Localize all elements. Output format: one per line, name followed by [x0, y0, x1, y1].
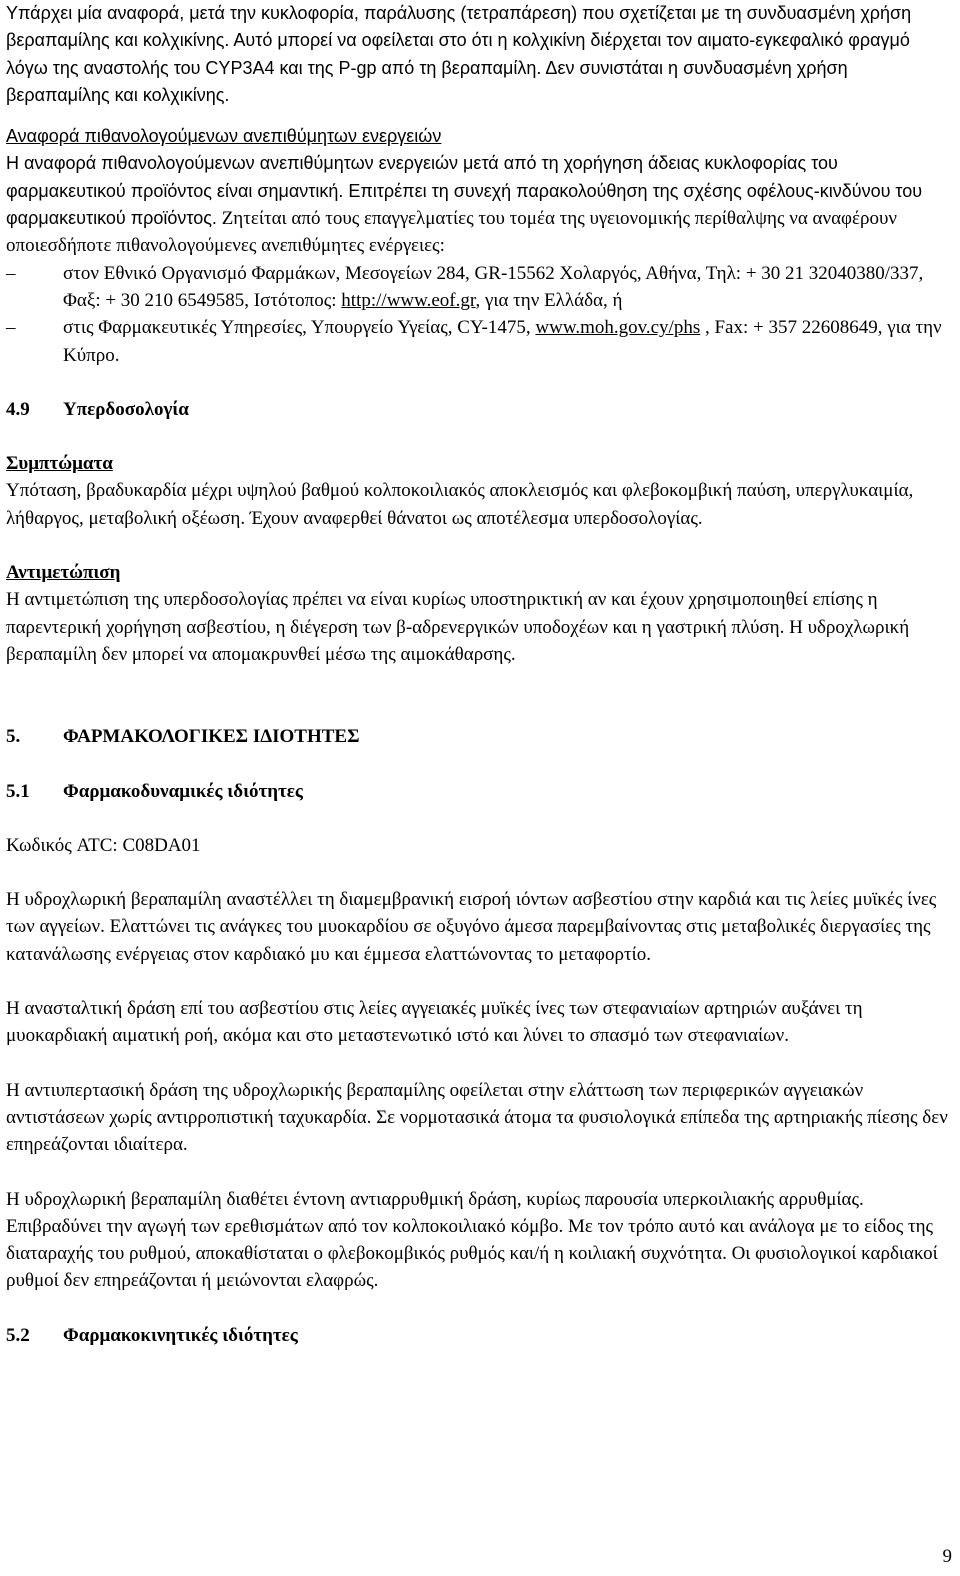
symptoms-paragraph: Υπόταση, βραδυκαρδία μέχρι υψηλού βαθμού κολποκοιλιακός αποκλεισμός και φλεβοκομβική παύση, υπεργλυκαιμία, λήθαργος, μεταβολική οξέωση. Έχουν αναφερθεί θάνατοι ως αποτέλεσμα υπερδοσολογίας. [6, 480, 914, 529]
pharmacodynamics-paragraph-4: Η υδροχλωρική βεραπαμίλη διαθέτει έντονη αντιαρρυθμική δράση, κυρίως παρουσία υπερκοιλιακής αρρυθμίας. Επιβραδύνει την αγωγή των ερεθισμάτων από τον κολποκοιλιακό κόμβο. Με τον τρόπο αυτό και ανάλογα με το είδος της διαταραχής του ρυθμού, αποκαθίσταται ο φλεβοκομβικός ρυθμός και/ή η κοιλιακή συχνότητα. Οι φυσιολογικοί καρδιακοί ρυθμοί δεν επηρεάζονται ή μειώνονται ελαφρώς. [6, 1188, 938, 1292]
document-page [6, 0, 952, 1349]
adverse-text-sans: Η αναφορά πιθανολογούμενων ανεπιθύμητων ενεργειών μετά από τη χορήγηση άδειας κυκλοφορίας του φαρμακευτικού προϊόντος είναι σημαντική. Επιτρέπει τη συνεχή παρακολούθηση της σχέσης οφέλους-κινδύνου του φαρμακευτικού προϊόντος. [6, 153, 923, 229]
section-title: Φαρμακοκινητικές ιδιότητες [63, 1324, 298, 1346]
section-4-9-heading [6, 396, 952, 423]
moh-link[interactable]: www.moh.gov.cy/phs [535, 317, 701, 339]
adverse-reactions-heading: Αναφορά πιθανολογούμενων ανεπιθύμητων ενεργειών [6, 126, 442, 147]
dash-bullet: – [6, 262, 16, 284]
section-5-heading [6, 723, 952, 750]
intro-paragraph: Υπάρχει μία αναφορά, μετά την κυκλοφορία, παράλυσης (τετραπάρεση) που σχετίζεται με τη συνδυασμένη χρήση βεραπαμίλης και κολχικίνης. Αυτό μπορεί να οφείλεται στο ότι η κολχικίνη διέρχεται τον αιματο-εγκεφαλικό φραγμό λόγω της αναστολής του CYP3A4 και της P-gp από τη βεραπαμίλη. Δεν συνιστάται η συνδυασμένη χρήση βεραπαμίλης και κολχικίνης. [6, 3, 912, 105]
list-item-greece [6, 260, 952, 315]
section-number: 5.1 [6, 780, 30, 802]
section-title: Φαρμακοδυναμικές ιδιότητες [63, 780, 303, 802]
list-item-text [63, 314, 952, 369]
treatment-heading: Αντιμετώπιση [6, 562, 121, 584]
pharmacodynamics-paragraph-3: Η αντιυπερτασική δράση της υδροχλωρικής βεραπαμίλης οφείλεται στην ελάττωση των περιφερικών αγγειακών αντιστάσεων χωρίς αντιρροπιστική ταχυκαρδία. Σε νορμοτασικά άτομα τα φυσιολογικά επίπεδα της αρτηριακής πίεσης δεν επηρεάζονται ιδιαίτερα. [6, 1079, 948, 1156]
adverse-text-serif: Ζητείται από τους επαγγελματίες του τομέα της υγειονομικής περίθαλψης να αναφέρουν οποιεσδήποτε πιθανολογούμενες ανεπιθύμητες ενέργειες: [6, 208, 897, 257]
item-text-post: , Fax: + 357 22608649, για την Κύπρο. [63, 317, 942, 366]
section-number: 4.9 [6, 398, 30, 420]
symptoms-heading: Συμπτώματα [6, 453, 113, 475]
treatment-paragraph: Η αντιμετώπιση της υπερδοσολογίας πρέπει να είναι κυρίως υποστηρικτική αν και έχουν χρησιμοποιηθεί επίσης η παρεντερική χορήγηση ασβεστίου, η διέγερση των β-αδρενεργικών υποδοχέων και η γαστρική πλύση. Η υδροχλωρική βεραπαμίλη δεν μπορεί να απομακρυνθεί μέσω της αιμοκάθαρσης. [6, 589, 910, 665]
section-number: 5. [6, 726, 21, 748]
adverse-reactions-paragraph [6, 150, 952, 259]
pharmacodynamics-paragraph-1: Η υδροχλωρική βεραπαμίλη αναστέλλει τη διαμεμβρανική εισροή ιόντων ασβεστίου στην καρδιά και τις λείες μυϊκές ίνες των αγγείων. Ελαττώνει τις ανάγκες του μυοκαρδίου σε οξυγόνο άμεσα παρεμβαίνοντας στις μεταβολικές διεργασίες της κατανάλωσης ενέργειας στον καρδιακό μυ και έμμεσα ελαττώνοντας το μεταφορτίο. [6, 889, 937, 965]
section-5-2-heading [6, 1322, 952, 1349]
pharmacodynamics-paragraph-2: Η ανασταλτική δράση επί του ασβεστίου στις λείες αγγειακές μυϊκές ίνες των στεφανιαίων αρτηριών αυξάνει τη μυοκαρδιακή αιματική ροή, ακόμα και στο μεταστενωτικό ιστό και λύνει το σπασμό των στεφανιαίων. [6, 998, 863, 1047]
atc-code: Κωδικός ATC: C08DA01 [6, 834, 201, 856]
dash-bullet: – [6, 317, 16, 339]
item-text-pre: στις Φαρμακευτικές Υπηρεσίες, Υπουργείο Υγείας, CY-1475, [63, 317, 536, 339]
section-title: Υπερδοσολογία [63, 398, 189, 420]
item-text-pre: στον Εθνικό Οργανισμό Φαρμάκων, Μεσογείων 284, GR-15562 Χολαργός, Αθήνα, Τηλ: + 30 21 32040380/337, Φαξ: + 30 210 6549585, Ιστότοπος: [63, 262, 924, 311]
list-item-cyprus [6, 314, 952, 369]
item-text-post: , για την Ελλάδα, ή [475, 289, 623, 311]
eof-link[interactable]: http://www.eof.gr [341, 289, 476, 311]
section-5-1-heading [6, 778, 952, 805]
page-number: 9 [942, 1546, 952, 1567]
section-title: ΦΑΡΜΑΚΟΛΟΓΙΚΕΣ ΙΔΙΟΤΗΤΕΣ [63, 726, 360, 748]
list-item-text [63, 260, 952, 315]
section-number: 5.2 [6, 1324, 30, 1346]
